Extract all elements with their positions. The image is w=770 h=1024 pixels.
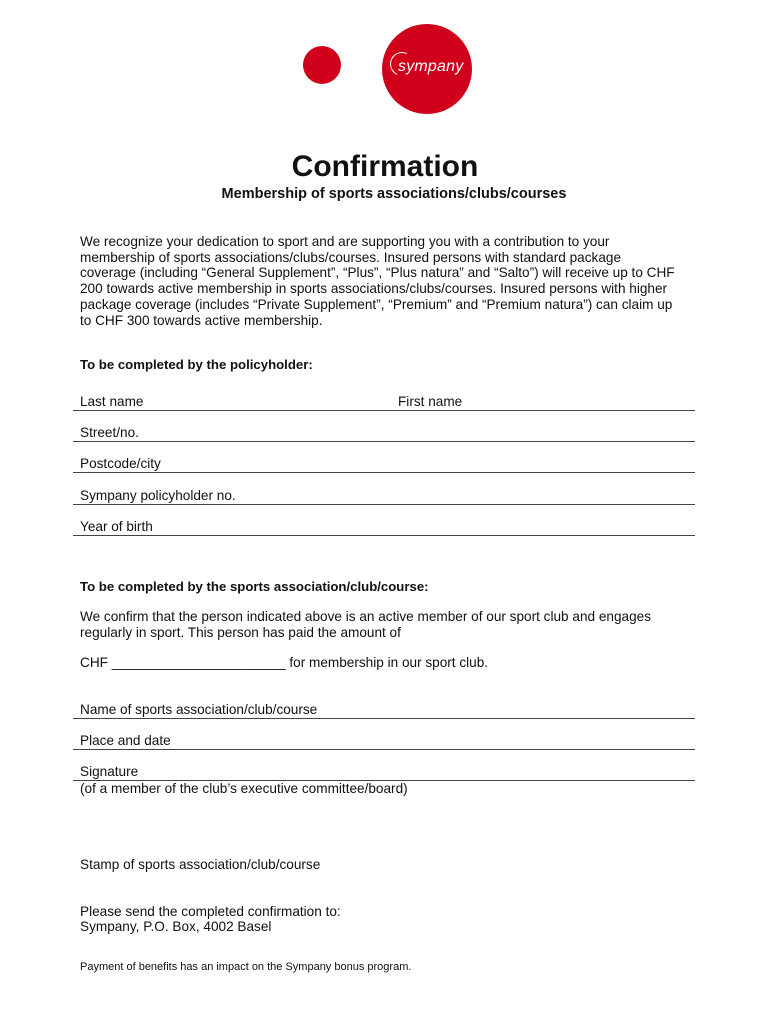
signature-label: Signature: [80, 764, 139, 779]
confirmation-text-line: We confirm that the person indicated above is an active member of our sport club and engages: [80, 609, 652, 624]
send-to-instruction: Please send the completed confirmation to:: [80, 904, 341, 919]
intro-paragraph: [80, 234, 710, 328]
intro-line: 200 towards active membership in sports associations/clubs/courses. Insured persons with higher: [80, 281, 668, 297]
year-of-birth-label: Year of birth: [80, 519, 153, 534]
street-label: Street/no.: [80, 425, 139, 440]
bonus-program-footnote: Payment of benefits has an impact on the Sympany bonus program.: [80, 961, 412, 973]
confirmation-text-line: regularly in sport. This person has paid the amount of: [80, 625, 401, 640]
send-to-address: Sympany, P.O. Box, 4002 Basel: [80, 919, 272, 934]
street-field[interactable]: [73, 423, 695, 442]
stamp-label: Stamp of sports association/club/course: [80, 857, 321, 872]
signature-field[interactable]: [73, 762, 695, 781]
policyholder-section-heading: To be completed by the policyholder:: [80, 357, 313, 372]
postcode-city-field[interactable]: [73, 454, 695, 473]
club-name-field[interactable]: [73, 700, 695, 719]
chf-amount-line[interactable]: CHF _______________________ for membership in our sport club.: [80, 655, 489, 670]
page-subtitle: Membership of sports associations/clubs/courses: [221, 186, 567, 202]
signature-note: (of a member of the club’s executive committee/board): [80, 781, 408, 796]
policyholder-number-field[interactable]: [73, 486, 695, 505]
club-section-heading: To be completed by the sports association/club/course:: [80, 579, 429, 594]
intro-line: We recognize your dedication to sport and are supporting you with a contribution to your: [80, 234, 610, 249]
intro-line: to CHF 300 towards active membership.: [80, 312, 323, 328]
last-name-label: Last name: [80, 394, 144, 409]
intro-line: membership of sports associations/clubs/courses. Insured persons with standard package: [80, 249, 622, 265]
page-title: Confirmation: [291, 150, 479, 183]
logo-small-circle: [303, 46, 341, 84]
policyholder-number-label: Sympany policyholder no.: [80, 488, 236, 503]
postcode-city-label: Postcode/city: [80, 456, 161, 471]
place-date-label: Place and date: [80, 733, 171, 748]
logo-wordmark: sympany: [398, 58, 464, 75]
name-field-row[interactable]: [73, 392, 695, 411]
intro-line: package coverage (includes “Private Supplement”, “Premium” and “Premium natura”) can claim up: [80, 296, 673, 312]
year-of-birth-field[interactable]: [73, 517, 695, 536]
sympany-logo: [300, 22, 475, 122]
place-date-field[interactable]: [73, 731, 695, 750]
first-name-label: First name: [398, 394, 463, 409]
club-name-label: Name of sports association/club/course: [80, 702, 318, 717]
intro-line: coverage (including “General Supplement”, “Plus”, “Plus natura” and “Salto”) will receive up to CHF: [80, 265, 675, 281]
